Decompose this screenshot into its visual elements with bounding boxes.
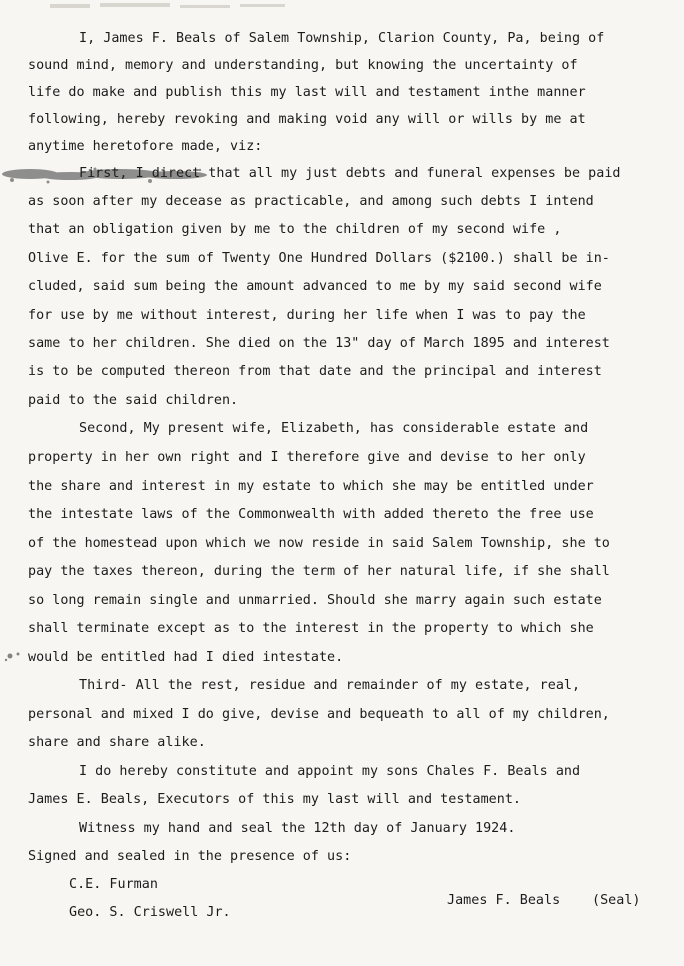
text-line: personal and mixed I do give, devise and bequeath to all of my children, — [28, 707, 610, 722]
text-line: Olive E. for the sum of Twenty One Hundred Dollars ($2100.) shall be in- — [28, 251, 610, 266]
text-line: as soon after my decease as practicable, and among such debts I intend — [28, 194, 594, 209]
text-line: cluded, said sum being the amount advanced to me by my said second wife — [28, 279, 602, 294]
bleed-through-text — [40, 0, 300, 14]
text-line: James E. Beals, Executors of this my last will and testament. — [28, 792, 521, 807]
text-line: pay the taxes thereon, during the term of her natural life, if she shall — [28, 564, 610, 579]
witness-clause: Witness my hand and seal the 12th day of January 1924. — [79, 821, 516, 836]
text-line: I do hereby constitute and appoint my sons Chales F. Beals and — [79, 764, 581, 779]
witness-name: Geo. S. Criswell Jr. — [69, 905, 231, 920]
witness-name: C.E. Furman — [69, 877, 158, 892]
text-line: same to her children. She died on the 13" day of March 1895 and interest — [28, 336, 610, 351]
text-line: paid to the said children. — [28, 393, 239, 408]
testator-signature: James F. Beals — [447, 893, 561, 908]
text-line: Second, My present wife, Elizabeth, has considerable estate and — [79, 421, 589, 436]
text-line: Third- All the rest, residue and remainder of my estate, real, — [79, 678, 581, 693]
text-line: the share and interest in my estate to which she may be entitled under — [28, 479, 594, 494]
text-line: property in her own right and I therefore give and devise to her only — [28, 450, 586, 465]
text-line: of the homestead upon which we now reside in said Salem Township, she to — [28, 536, 610, 551]
text-line: the intestate laws of the Commonwealth with added thereto the free use — [28, 507, 594, 522]
text-line: would be entitled had I died intestate. — [28, 650, 344, 665]
text-line: so long remain single and unmarried. Should she marry again such estate — [28, 593, 602, 608]
text-line: First, I direct that all my just debts and funeral expenses be paid — [79, 166, 621, 181]
attestation-line: Signed and sealed in the presence of us: — [28, 849, 352, 864]
text-line: for use by me without interest, during her life when I was to pay the — [28, 308, 586, 323]
text-line: that an obligation given by me to the children of my second wife , — [28, 222, 562, 237]
text-line: shall terminate except as to the interest in the property to which she — [28, 621, 594, 636]
text-line: following, hereby revoking and making void any will or wills by me at — [28, 112, 586, 127]
ink-spot — [0, 640, 30, 670]
text-line: sound mind, memory and understanding, but knowing the uncertainty of — [28, 58, 578, 73]
text-line: is to be computed thereon from that date and the principal and interest — [28, 364, 602, 379]
text-line: share and share alike. — [28, 735, 206, 750]
text-line: I, James F. Beals of Salem Township, Clarion County, Pa, being of — [79, 31, 605, 46]
text-line: anytime heretofore made, viz: — [28, 139, 263, 154]
text-line: life do make and publish this my last will and testament inthe manner — [28, 85, 586, 100]
seal-label: (Seal) — [592, 893, 641, 908]
